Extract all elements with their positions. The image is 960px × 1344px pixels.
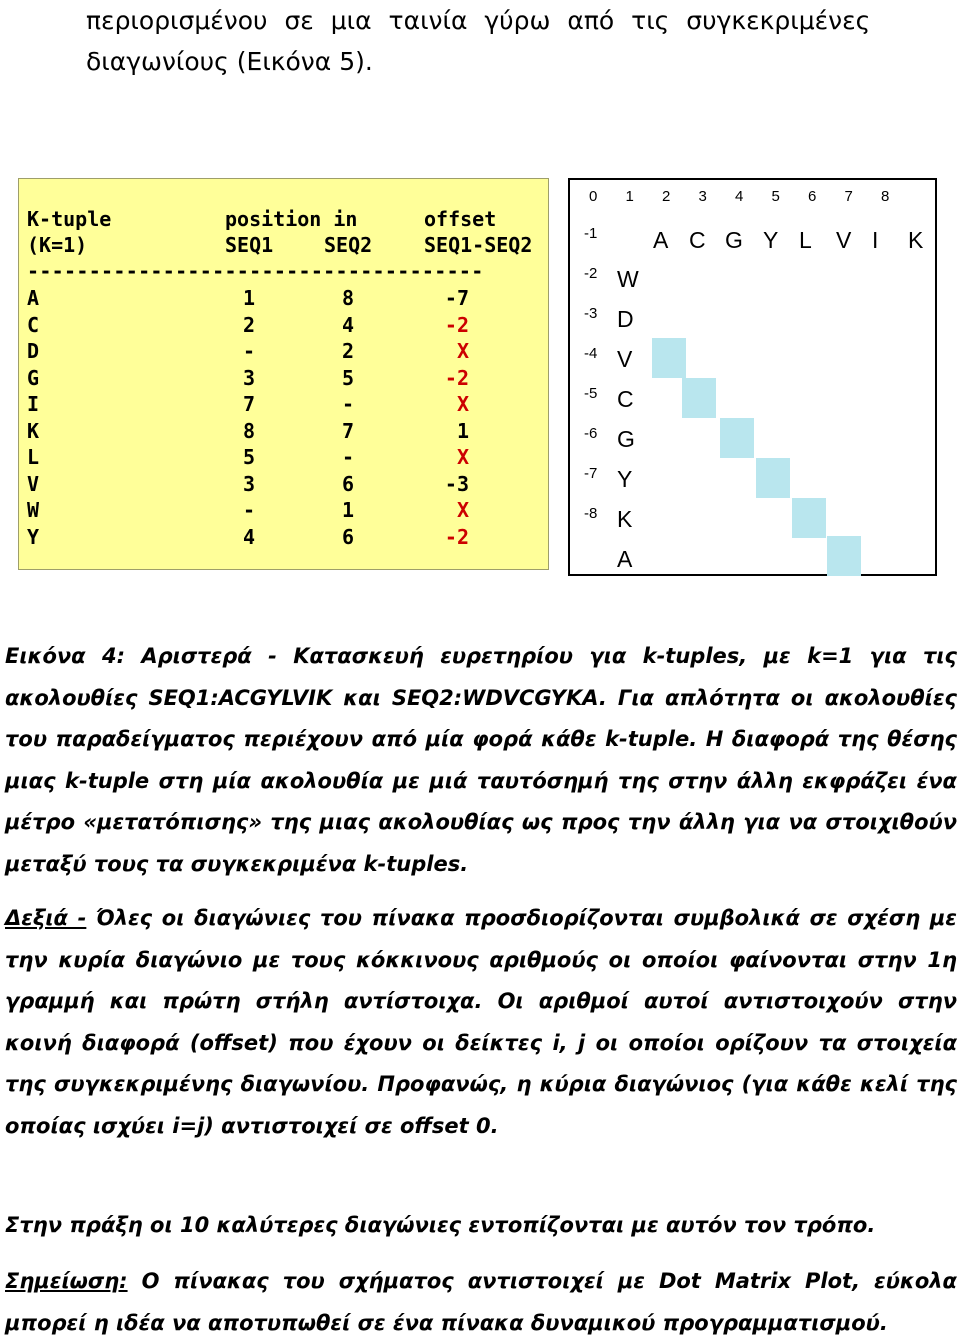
left-offset-label: -2 — [584, 265, 598, 282]
top-offset-label: 0 — [589, 188, 598, 205]
paragraph-note-lead: Σημείωση: — [5, 1269, 128, 1293]
ktuple-cell-offset: -2 — [444, 312, 469, 337]
paragraph-practice: Στην πράξη οι 10 καλύτερες διαγώνιες εντοπίζονται με αυτόν τον τρόπο. — [5, 1213, 876, 1237]
left-offset-label: -6 — [584, 425, 598, 442]
ktuple-cell-k: Y — [27, 524, 40, 549]
ktuple-cell-k: L — [27, 445, 40, 469]
highlighted-diagonal-cell — [756, 458, 790, 498]
ktuple-cell-seq1: 4 — [242, 524, 255, 549]
header-offset: offset — [424, 207, 497, 231]
ktuple-cell-offset: X — [456, 339, 469, 363]
ktuple-cell-k: V — [27, 471, 40, 496]
ktuple-cell-seq1: 1 — [242, 286, 255, 310]
seq2-letter: G — [617, 426, 635, 452]
paragraph-right-lead: Δεξιά - — [5, 906, 87, 930]
ktuple-cell-k: W — [27, 498, 40, 522]
highlighted-diagonal-cell — [652, 338, 686, 378]
ktuple-cell-k: I — [27, 392, 40, 416]
separator-line: ------------------------------------- — [27, 259, 484, 283]
ktuple-cell-seq1: - — [242, 498, 255, 522]
header-k1: (K=1) — [27, 233, 88, 257]
ktuple-cell-seq1: 7 — [242, 392, 255, 416]
ktuple-cell-k: K — [27, 418, 40, 443]
seq2-letter: A — [617, 546, 633, 572]
ktuple-cell-seq2: 7 — [341, 418, 354, 443]
paragraph-note — [5, 1261, 957, 1344]
ktuple-cell-seq2: 1 — [341, 498, 354, 522]
ktuple-cell-offset: 1 — [456, 418, 469, 443]
ktuple-cell-offset: -2 — [444, 365, 469, 390]
ktuple-cell-seq2: 4 — [341, 312, 354, 337]
left-offset-label: -7 — [584, 465, 598, 482]
ktuple-cell-seq1: - — [242, 339, 255, 363]
header-seq1-seq2: SEQ1-SEQ2 — [424, 233, 533, 257]
ktuple-cell-seq2: 6 — [341, 524, 354, 549]
top-offset-label: 7 — [844, 188, 853, 205]
ktuple-cell-k: D — [27, 339, 40, 363]
ktuple-cell-seq2: 5 — [341, 365, 354, 390]
left-offset-label: -3 — [584, 305, 598, 322]
ktuple-cell-seq1: 5 — [242, 445, 255, 469]
ktuple-cell-k: G — [27, 365, 40, 390]
highlighted-diagonal-cell — [792, 498, 826, 538]
ktuple-cell-seq2: 2 — [341, 339, 354, 363]
ktuple-cell-offset: X — [456, 445, 469, 469]
top-offset-label: 5 — [771, 188, 780, 205]
intro-text — [86, 0, 956, 82]
header-seq2: SEQ2 — [324, 233, 373, 257]
top-offset-label: 1 — [625, 188, 634, 205]
ktuple-index-table — [18, 178, 549, 570]
highlighted-diagonal-cell — [827, 536, 861, 576]
seq1-letter: Y — [763, 227, 779, 253]
ktuple-cell-seq2: - — [341, 445, 354, 469]
paragraph-note-text: Ο πίνακας του σχήματος αντιστοιχεί με Dot Matrix Plot, εύκολα μπορεί η ιδέα να αποτυπωθεί σε ένα πίνακα δυναμικού προγραμματισμού. — [5, 1269, 957, 1335]
seq1-letter: G — [725, 227, 743, 253]
left-offset-label: -8 — [584, 505, 598, 522]
ktuple-cell-seq1: 3 — [242, 365, 255, 390]
ktuple-cell-k: C — [27, 312, 40, 337]
seq2-letter: C — [617, 386, 634, 412]
ktuple-cell-offset: -7 — [444, 286, 469, 310]
seq1-letter: C — [689, 227, 706, 253]
seq2-letter: V — [617, 346, 633, 372]
ktuple-cell-seq2: - — [341, 392, 354, 416]
header-position: position in — [225, 207, 358, 231]
seq2-letter: K — [617, 506, 633, 532]
seq2-letter: D — [617, 306, 634, 332]
paragraph-right-text: Όλες οι διαγώνιες του πίνακα προσδιορίζονται συμβολικά σε σχέση με την κυρία διαγώνιο με τους κόκκινους αριθμούς οι οποίοι φαίνονται στην 1η γραμμή και πρώτη στήλη αντίστοιχα. Οι αριθμοί αυτοί αντιστοιχούν στην κοινή διαφορά (offset) που έχουν οι δείκτες i, j οι οποίοι ορίζουν τα στοιχεία της συγκεκριμένης διαγωνίου. Προφανώς, η κύρια διαγώνιος (για κάθε κελί της οποίας ισχύει i=j) αντιστοιχεί σε offset 0. — [5, 906, 957, 1138]
ktuple-cell-seq1: 2 — [242, 312, 255, 337]
seq1-letter: L — [799, 227, 812, 253]
intro-line-1: περιορισμένου σε μια ταινία γύρω από τις συγκεκριμένες — [86, 6, 871, 35]
intro-line-2: διαγωνίους (Εικόνα 5). — [86, 47, 373, 76]
seq1-letter: K — [908, 227, 924, 253]
diagonal-grid — [568, 178, 937, 576]
highlighted-diagonal-cell — [682, 378, 716, 418]
top-offset-label: 6 — [808, 188, 817, 205]
seq1-letter: V — [836, 227, 852, 253]
seq1-letter: A — [653, 227, 669, 253]
left-offset-label: -4 — [584, 345, 598, 362]
figure-caption: Εικόνα 4: Αριστερά - Κατασκευή ευρετηρίου για k-tuples, με k=1 για τις ακολουθίες SEQ1:ACGYLVIK και SEQ2:WDVCGYKA. Για απλότητα οι ακολουθίες του παραδείγματος περιέχουν από μία φορά κάθε k-tuple. Η διαφορά της θέσης μιας k-tuple στη μία ακολουθία με μιά ταυτόσημή της στην άλλη εκφράζει ένα μέτρο «μετατόπισης» της μιας ακολουθίας ως προς την άλλη για να στοιχιθούν μεταξύ τους τα συγκεκριμένα k-tuples. — [5, 644, 957, 876]
ktuple-cell-seq2: 6 — [341, 471, 354, 496]
left-offset-label: -1 — [584, 225, 598, 242]
top-offset-label: 3 — [698, 188, 707, 205]
header-ktuple: K-tuple — [27, 207, 112, 231]
top-offset-label: 8 — [881, 188, 890, 205]
ktuple-cell-seq2: 8 — [341, 286, 354, 310]
ktuple-cell-offset: X — [456, 392, 469, 416]
ktuple-cell-seq1: 3 — [242, 471, 255, 496]
ktuple-cell-offset: -3 — [444, 471, 469, 496]
seq2-letter: W — [617, 266, 639, 292]
ktuple-cell-offset: X — [456, 498, 469, 522]
seq1-letter: I — [872, 227, 879, 253]
left-offset-label: -5 — [584, 385, 598, 402]
top-offset-label: 2 — [662, 188, 671, 205]
ktuple-cell-seq1: 8 — [242, 418, 255, 443]
ktuple-cell-offset: -2 — [444, 524, 469, 549]
header-seq1: SEQ1 — [225, 233, 274, 257]
paragraph-right — [5, 898, 957, 1147]
highlighted-diagonal-cell — [720, 418, 754, 458]
top-offset-label: 4 — [735, 188, 744, 205]
seq2-letter: Y — [617, 466, 633, 492]
ktuple-cell-k: A — [27, 286, 40, 310]
